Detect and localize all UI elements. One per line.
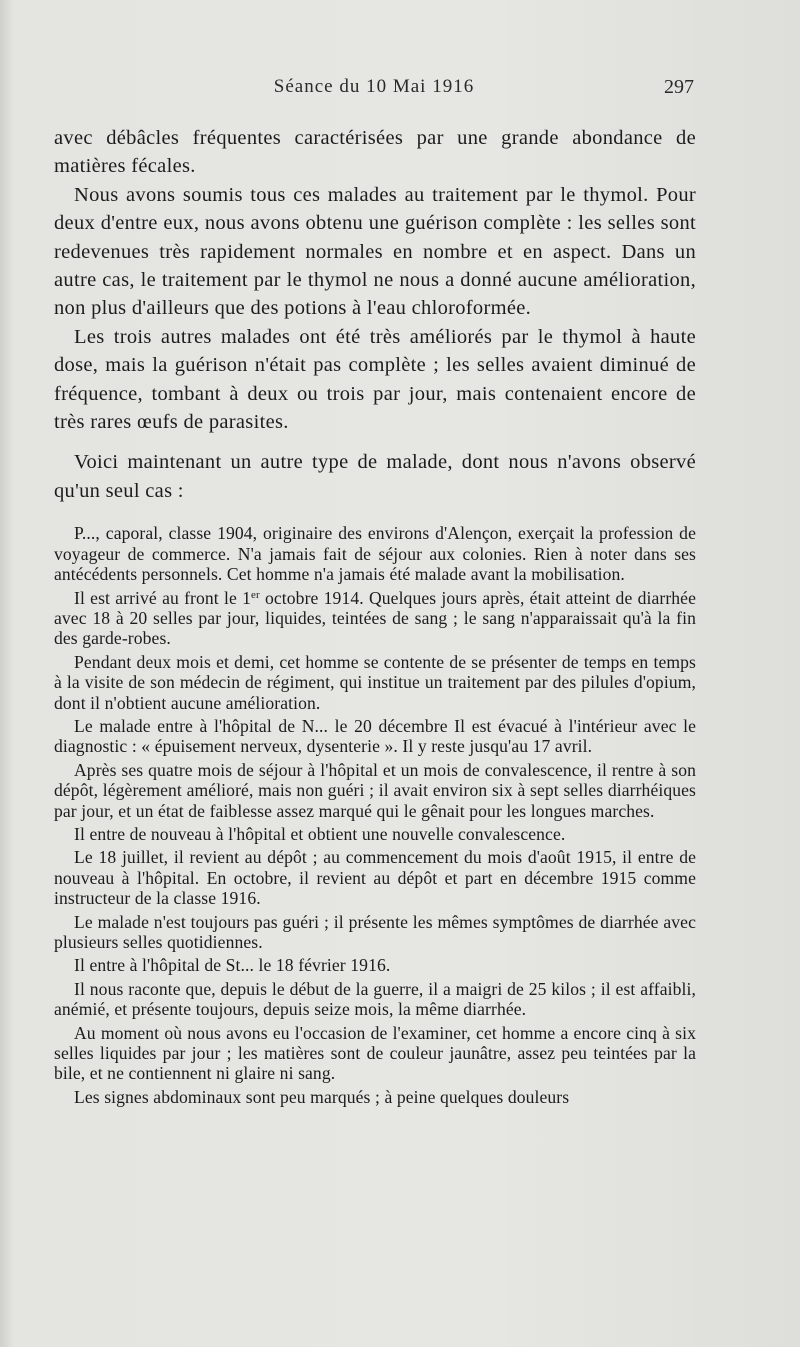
case-paragraph: Après ses quatre mois de séjour à l'hôpital et un mois de convalescence, il rentre à son dépôt, légèrement amélioré, mais non guéri ; il avait environ six à sept selles diarrhéiques par jour, et un état de faiblesse assez marqué qui le gênait pour les longues marches. <box>54 759 696 821</box>
case-paragraph: Il nous raconte que, depuis le début de la guerre, il a maigri de 25 kilos ; il est affaibli, anémié, et présente toujours, depuis seize mois, la même diarrhée. <box>54 978 696 1020</box>
running-title: Séance du 10 Mai 1916 <box>273 76 475 97</box>
case-paragraph: Les signes abdominaux sont peu marqués ; à peine quelques douleurs <box>74 1086 570 1107</box>
case-paragraph: Le 18 juillet, il revient au dépôt ; au commencement du mois d'août 1915, il entre de nouveau à l'hôpital. En octobre, il revient au dépôt et part en décembre 1915 comme instructeur de la classe 1916. <box>54 847 696 909</box>
paragraph-thymol-treatment: Nous avons soumis tous ces malades au traitement par le thymol. Pour deux d'entre eux, nous avons obtenu une guérison complète : les selles sont redevenues très rapidement normales en nombre et en aspect. Dans un autre cas, le traitement par le thymol ne nous a donné aucune amélioration, non plus d'ailleurs que des potions à l'eau chloroformée. <box>54 183 696 320</box>
paragraph-new-case-intro: Voici maintenant un autre type de malade, dont nous n'avons observé qu'un seul cas : <box>54 451 696 502</box>
case-report <box>54 523 696 1107</box>
case-paragraph: Au moment où nous avons eu l'occasion de l'examiner, cet homme a encore cinq à six selles liquides par jour ; les matières sont de couleur jaunâtre, assez peu teintées par la bile, et ne contiennent ni glaire ni sang. <box>54 1022 696 1084</box>
page-number: 297 <box>664 76 694 98</box>
case-paragraph: Pendant deux mois et demi, cet homme se contente de se présenter de temps en temps à la visite de son médecin de régiment, qui institue un traitement par des pilules d'opium, dont il n'obtient aucune amélioration. <box>54 651 696 713</box>
page-header <box>54 76 694 106</box>
main-text <box>54 124 696 505</box>
paragraph-continuation: avec débâcles fréquentes caractérisées par une grande abondance de matières fécales. <box>54 127 696 178</box>
case-paragraph: Il entre de nouveau à l'hôpital et obtient une nouvelle convalescence. <box>74 823 566 844</box>
case-paragraph: Le malade entre à l'hôpital de N... le 20 décembre Il est évacué à l'intérieur avec le diagnostic : « épuisement nerveux, dysenterie ». Il y reste jusqu'au 17 avril. <box>54 715 696 757</box>
case-paragraph-front: Il est arrivé au front le 1er octobre 1914. Quelques jours après, était atteint de diarrhée avec 18 à 20 selles par jour, liquides, teintées de sang ; le sang n'apparaissait qu'à la fin des garde-robes. <box>54 587 696 649</box>
paragraph-improved-patients: Les trois autres malades ont été très améliorés par le thymol à haute dose, mais la guérison n'était pas complète ; les selles avaient diminué de fréquence, tombant à deux ou trois par jour, mais contenaient encore de très rares œufs de parasites. <box>54 325 696 434</box>
case-paragraph: Il entre à l'hôpital de St... le 18 février 1916. <box>74 955 391 976</box>
case-paragraph: P..., caporal, classe 1904, originaire des environs d'Alençon, exerçait la profession de voyageur de commerce. N'a jamais fait de séjour aux colonies. Rien à noter dans ses antécédents personnels. Cet homme n'a jamais été malade avant la mobilisation. <box>54 523 696 585</box>
case-paragraph: Le malade n'est toujours pas guéri ; il présente les mêmes symptômes de diarrhée avec plusieurs selles quotidiennes. <box>54 911 696 952</box>
page-body <box>54 124 696 1107</box>
